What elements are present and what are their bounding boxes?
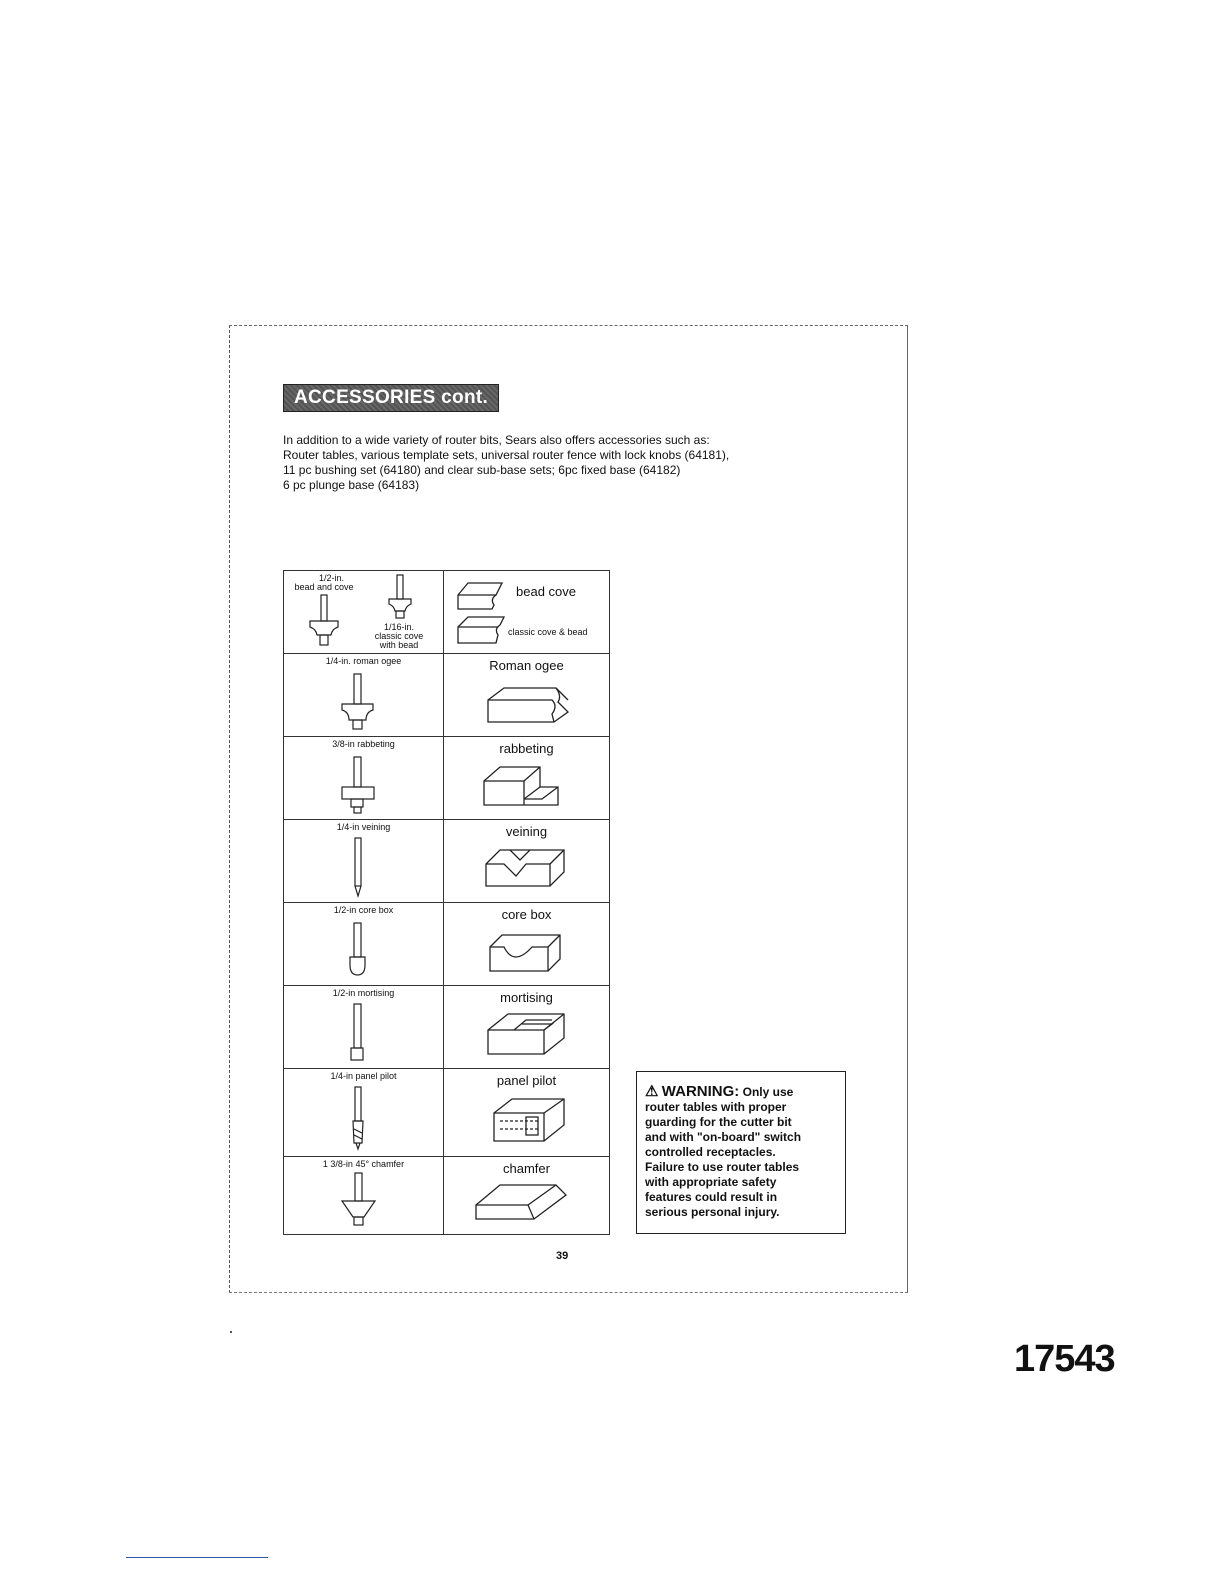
warning-text: guarding for the cutter bit: [645, 1115, 792, 1129]
intro-line: 11 pc bushing set (64180) and clear sub-base sets; 6pc fixed base (64182): [283, 463, 681, 477]
mortising-bit-icon: [284, 986, 443, 1069]
profile-label: panel pilot: [496, 1073, 557, 1088]
bit-label: 1/2-in.: [318, 573, 344, 583]
veining-bit-icon: [284, 820, 443, 903]
warning-box: [636, 1071, 846, 1234]
warning-text: Failure to use router tables: [645, 1160, 800, 1174]
profile-label: bead cove: [516, 584, 576, 599]
bit-label: with bead: [379, 640, 419, 650]
document-number: 17543: [1014, 1338, 1115, 1380]
profile-cell: [444, 571, 610, 654]
intro-line: 6 pc plunge base (64183): [283, 478, 420, 492]
profile-label: core box: [501, 907, 552, 922]
router-bits-table: [283, 570, 610, 1235]
bit-label: 1/16-in.: [383, 622, 415, 632]
table-row: [284, 1069, 610, 1157]
bit-label: classic cove: [374, 631, 424, 641]
profile-cell: [444, 986, 610, 1069]
section-heading: ACCESSORIES cont.: [283, 384, 499, 412]
rabbeting-bit-icon: [284, 737, 443, 820]
bit-cell: [284, 903, 444, 986]
table-row: [284, 654, 610, 737]
profile-cell: [444, 654, 610, 737]
bead-cove-bit-icon: [284, 571, 443, 654]
profile-label: mortising: [500, 990, 553, 1005]
warning-icon: ⚠: [645, 1083, 659, 1100]
bit-label: bead and cove: [294, 582, 354, 592]
bit-label: 1 3/8-in 45° chamfer: [322, 1159, 405, 1169]
bit-cell: [284, 986, 444, 1069]
table-row: [284, 986, 610, 1069]
divider-line: [126, 1557, 268, 1558]
table-row: [284, 1157, 610, 1235]
scan-speck: [230, 1331, 232, 1333]
profile-label: veining: [505, 824, 548, 839]
rabbeting-profile-icon: [444, 737, 609, 820]
bit-label: 1/2-in core box: [333, 905, 394, 915]
profile-cell: [444, 903, 610, 986]
mortising-profile-icon: [444, 986, 609, 1069]
chamfer-profile-icon: [444, 1157, 609, 1235]
panel-pilot-profile-icon: [444, 1069, 609, 1157]
intro-line: In addition to a wide variety of router bits, Sears also offers accessories such as:: [283, 433, 710, 447]
roman-ogee-bit-icon: [284, 654, 443, 737]
bit-cell: [284, 820, 444, 903]
table-row: [284, 903, 610, 986]
profile-label: rabbeting: [499, 741, 554, 756]
warning-text: router tables with proper: [645, 1100, 787, 1114]
profile-label: Roman ogee: [489, 658, 564, 673]
bit-label: 1/2-in mortising: [332, 988, 395, 998]
roman-ogee-profile-icon: [444, 654, 609, 737]
warning-text: Only use: [742, 1085, 794, 1099]
bit-cell: [284, 1157, 444, 1235]
intro-paragraph: [283, 433, 843, 493]
intro-line: Router tables, various template sets, universal router fence with lock knobs (64181),: [283, 448, 730, 462]
warning-text: and with "on-board" switch: [645, 1130, 802, 1144]
warning-text: serious personal injury.: [645, 1205, 780, 1219]
chamfer-bit-icon: [284, 1157, 443, 1235]
profile-cell: [444, 737, 610, 820]
bit-cell: [284, 654, 444, 737]
bit-label: 1/4-in veining: [336, 822, 391, 832]
panel-pilot-bit-icon: [284, 1069, 443, 1157]
warning-text: with appropriate safety: [645, 1175, 777, 1189]
profile-label: classic cove & bead: [508, 627, 588, 637]
warning-title: WARNING:: [661, 1083, 740, 1100]
profile-cell: [444, 1069, 610, 1157]
veining-profile-icon: [444, 820, 609, 903]
core-box-profile-icon: [444, 903, 609, 986]
warning-text: controlled receptacles.: [645, 1145, 776, 1159]
bit-label: 1/4-in panel pilot: [330, 1071, 397, 1081]
profile-cell: [444, 1157, 610, 1235]
core-box-bit-icon: [284, 903, 443, 986]
bit-label: 3/8-in rabbeting: [332, 739, 395, 749]
profile-cell: [444, 820, 610, 903]
bit-cell: [284, 1069, 444, 1157]
bit-label: 1/4-in. roman ogee: [325, 656, 402, 666]
bit-cell: [284, 737, 444, 820]
table-row: [284, 820, 610, 903]
table-row: [284, 571, 610, 654]
table-row: [284, 737, 610, 820]
profile-label: chamfer: [503, 1161, 550, 1176]
warning-text: features could result in: [645, 1190, 778, 1204]
page-number: 39: [556, 1250, 569, 1262]
bit-cell: [284, 571, 444, 654]
